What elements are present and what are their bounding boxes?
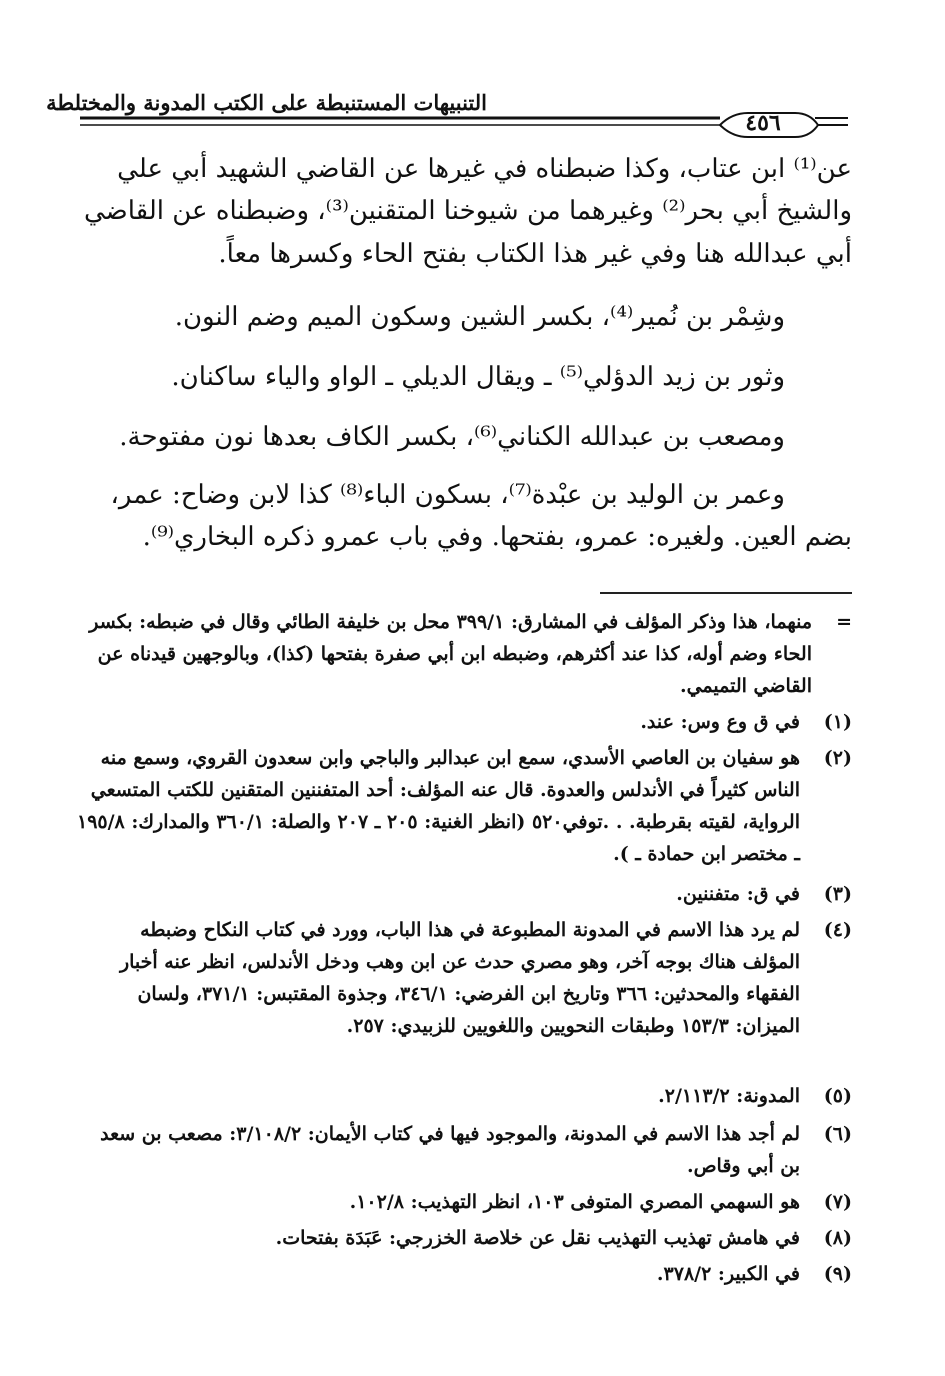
- footnote-6: [77, 1118, 852, 1182]
- body-line: ومصعب بن عبدالله الكناني⁽⁶⁾، بكسر الكاف بعدها نون مفتوحة.: [119, 422, 785, 452]
- footnote-text: في الكبير: ٣٧٨/٢.: [656, 1263, 800, 1285]
- footnote-number: (٢): [823, 747, 852, 769]
- body-line: وعمر بن الوليد بن عبْدة⁽⁷⁾، بسكون الباء⁽⁸⁾ كذا لابن وضاح: عمر،: [110, 480, 785, 510]
- footnote-4: [77, 914, 852, 1042]
- footnote-number: (٥): [823, 1085, 852, 1107]
- footnote-text: في هامش تهذيب التهذيب نقل عن خلاصة الخزرجي: عَبَدَة بفتحات.: [275, 1227, 800, 1249]
- footnote-3: [77, 878, 852, 910]
- footnote-number: (٦): [823, 1123, 852, 1145]
- footnote-text: منهما، هذا وذكر المؤلف في المشارق: ٣٩٩/١ محل بن خليفة الطائي وقال في ضبطه: بكسر الحاء وضم أوله، كذا عند أكثرهم، وضبطه ابن أبي صفرة بفتحها (كذا)، وبالوجهين قيدناه عن القاضي التميمي.: [89, 611, 812, 697]
- body-line: أبي عبدالله هنا وفي غير هذا الكتاب بفتح الحاء وكسرها معاً.: [218, 239, 852, 269]
- footnote-5: [77, 1080, 852, 1112]
- footnote-text: هو السهمي المصري المتوفى ١٠٣، انظر التهذيب: ١٠٢/٨.: [349, 1191, 800, 1213]
- footnote-text: في ق وع وس: عند.: [640, 711, 800, 733]
- footnote-1: [77, 706, 852, 738]
- footnote-number: (٧): [823, 1191, 852, 1213]
- body-line: عن⁽¹⁾ ابن عتاب، وكذا ضبطناه في غيرها عن القاضي الشهيد أبي علي: [117, 154, 852, 184]
- footnote-text: هو سفيان بن العاصي الأسدي، سمع ابن عبدالبر والباجي وابن سعدون القروي، وسمع منه الناس كثيراً في الأندلس والعدوة. قال عنه المؤلف: أحد المتفننين المتقنين للكتب المتسعي الرواية، لقيته بقرطبة. . .توفي٥٢٠ (انظر الغنية: ٢٠٥ ـ ٢٠٧ والصلة: ٣٦٠/١ والمدارك: ١٩٥/٨ ـ مختصر ابن حمادة ـ ).: [76, 747, 800, 865]
- body-line: وشِمْر بن نُمير⁽⁴⁾، بكسر الشين وسكون الميم وضم النون.: [174, 302, 785, 332]
- footnote-text: في ق: متفننين.: [676, 883, 800, 905]
- body-line: وثور بن زيد الدؤلي⁽⁵⁾ ـ ويقال الديلي ـ الواو والياء ساكنان.: [171, 362, 785, 392]
- running-title: التنبيهات المستنبطة على الكتب المدونة والمختلطة: [46, 90, 487, 115]
- page-number: ٤٥٦: [745, 110, 781, 136]
- footnote-8: [77, 1222, 852, 1254]
- footnote-separator: [600, 592, 852, 594]
- footnote-9: [77, 1258, 852, 1290]
- body-line: والشيخ أبي بحر⁽²⁾ وغيرهما من شيوخنا المتقنين⁽³⁾، وضبطناه عن القاضي: [84, 196, 852, 226]
- footnote-number: (٩): [823, 1263, 852, 1285]
- footnote-number: (٨): [823, 1227, 852, 1249]
- footnote-2: [77, 742, 852, 870]
- footnote-continuation: [77, 606, 852, 702]
- footnote-text: لم أجد هذا الاسم في المدونة، والموجود فيها في كتاب الأيمان: ٣/١٠٨/٢: مصعب بن سعد بن أبي وقاص.: [100, 1123, 800, 1177]
- body-line: بضم العين. ولغيره: عمرو، بفتحها. وفي باب عمرو ذكره البخاري⁽⁹⁾.: [142, 522, 852, 552]
- footnote-text: المدونة: ٢/١١٣/٢.: [658, 1085, 800, 1107]
- footnote-number: (١): [823, 711, 852, 733]
- footnote-7: [77, 1186, 852, 1218]
- footnote-number: (٣): [823, 883, 852, 905]
- footnote-text: لم يرد هذا الاسم في المدونة المطبوعة في هذا الباب، وورد في كتاب النكاح وضبطه المؤلف هناك بوجه آخر، وهو مصري حدث عن ابن وهب ودخل الأندلس، انظر عنه أخبار الفقهاء والمحدثين: ٣٦٦ وتاريخ ابن الفرضي: ٣٤٦/١، وجذوة المقتبس: ٣٧١/١، ولسان الميزان: ١٥٣/٣ وطبقات النحويين واللغويين للزبيدي: ٢٥٧.: [119, 919, 800, 1037]
- continuation-marker: =: [836, 611, 852, 633]
- footnote-number: (٤): [823, 919, 852, 941]
